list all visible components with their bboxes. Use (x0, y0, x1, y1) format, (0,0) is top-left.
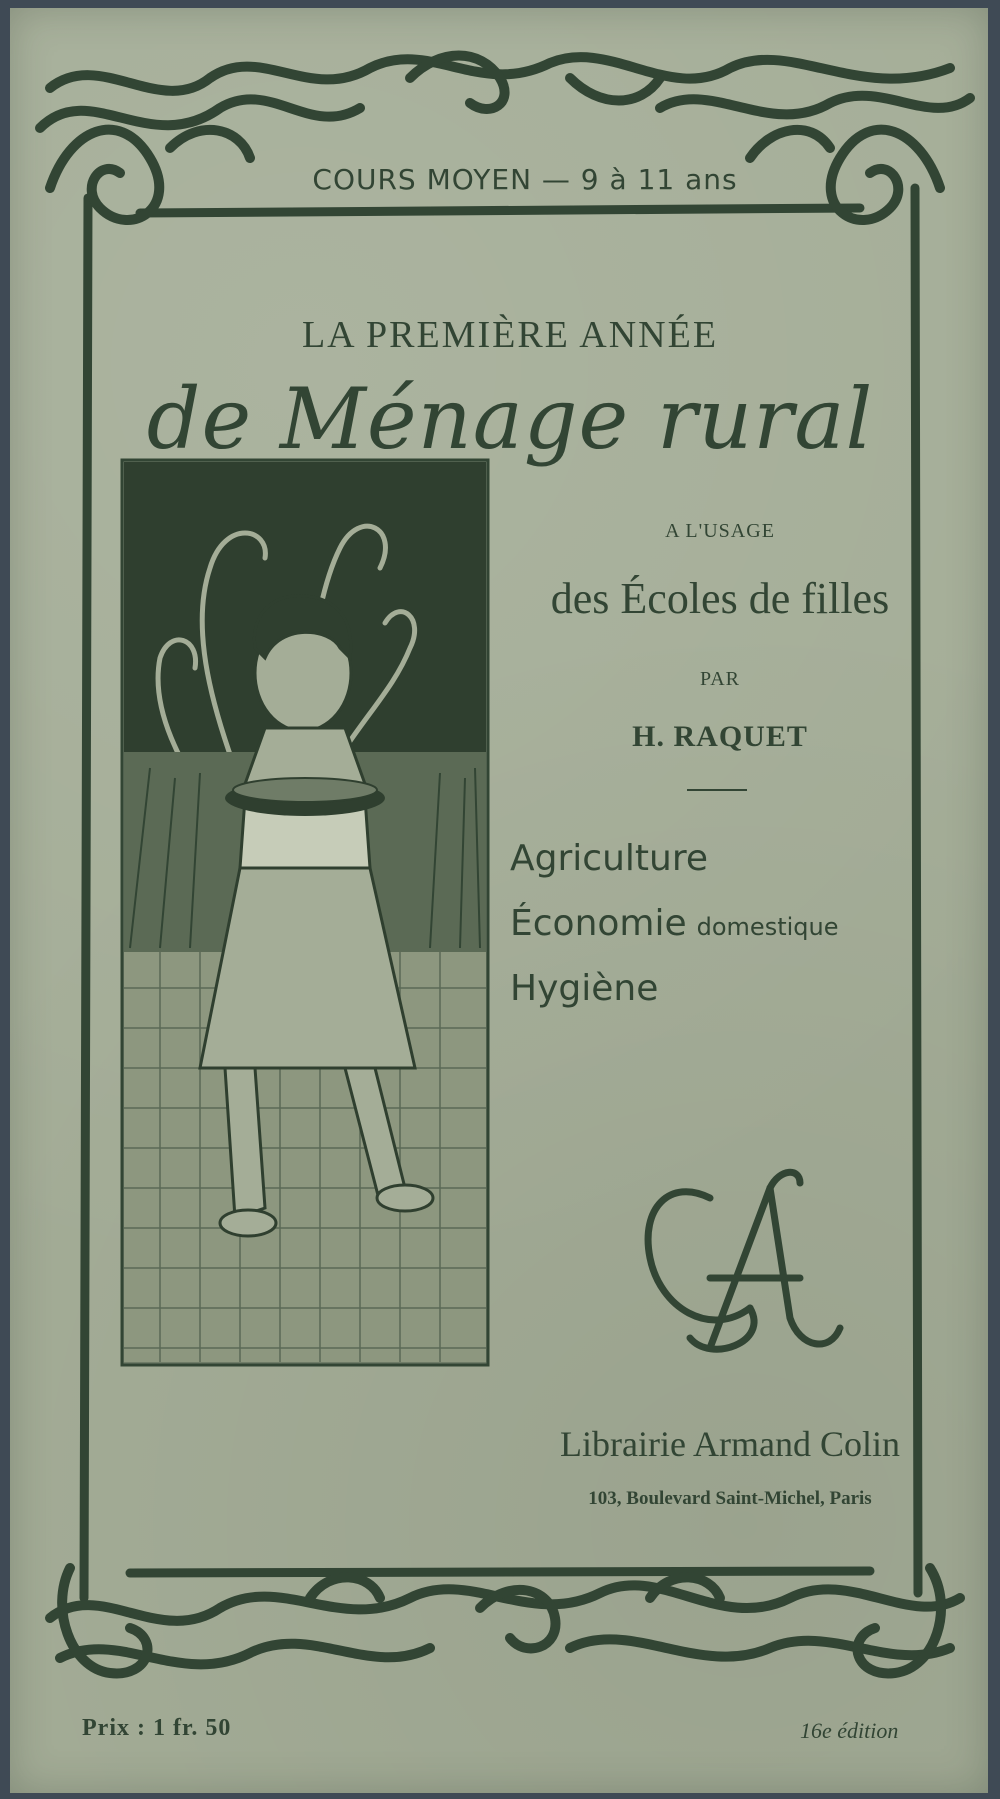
usage-label: A L'USAGE (665, 520, 775, 542)
audience-label: des Écoles de filles (550, 574, 890, 623)
divider (687, 789, 747, 791)
title-line-1: LA PREMIÈRE ANNÉE (301, 314, 719, 356)
by-label: PAR (699, 668, 741, 690)
cover-decoration (10, 8, 988, 1793)
grade-label: COURS MOYEN — 9 à 11 ans (312, 163, 738, 196)
price-label: Prix : 1 fr. 50 (82, 1715, 232, 1741)
frame-top-line (140, 208, 860, 213)
subject-agriculture (510, 838, 708, 879)
book-title: de Ménage rural (146, 370, 874, 468)
edition-label: 16e édition (800, 1718, 899, 1743)
subject-hygiene (510, 968, 658, 1009)
subject-label: Économie (510, 903, 687, 944)
subject-label: Hygiène (510, 968, 659, 1009)
publisher-address: 103, Boulevard Saint-Michel, Paris (588, 1488, 872, 1509)
armand-colin-monogram-icon (648, 1172, 840, 1349)
frame-right-line (915, 188, 918, 1593)
frame-bottom-line (130, 1571, 870, 1573)
girl-illustration-icon (122, 460, 488, 1365)
subject-economie (510, 903, 838, 944)
subject-label: Agriculture (510, 838, 708, 879)
subject-note: domestique (696, 913, 839, 941)
bottom-ornament-icon (50, 1568, 960, 1673)
frame-left-line (84, 198, 88, 1598)
author-name: H. RAQUET (632, 720, 808, 753)
book-cover (10, 8, 988, 1793)
publisher-name: Librairie Armand Colin (560, 1424, 900, 1464)
